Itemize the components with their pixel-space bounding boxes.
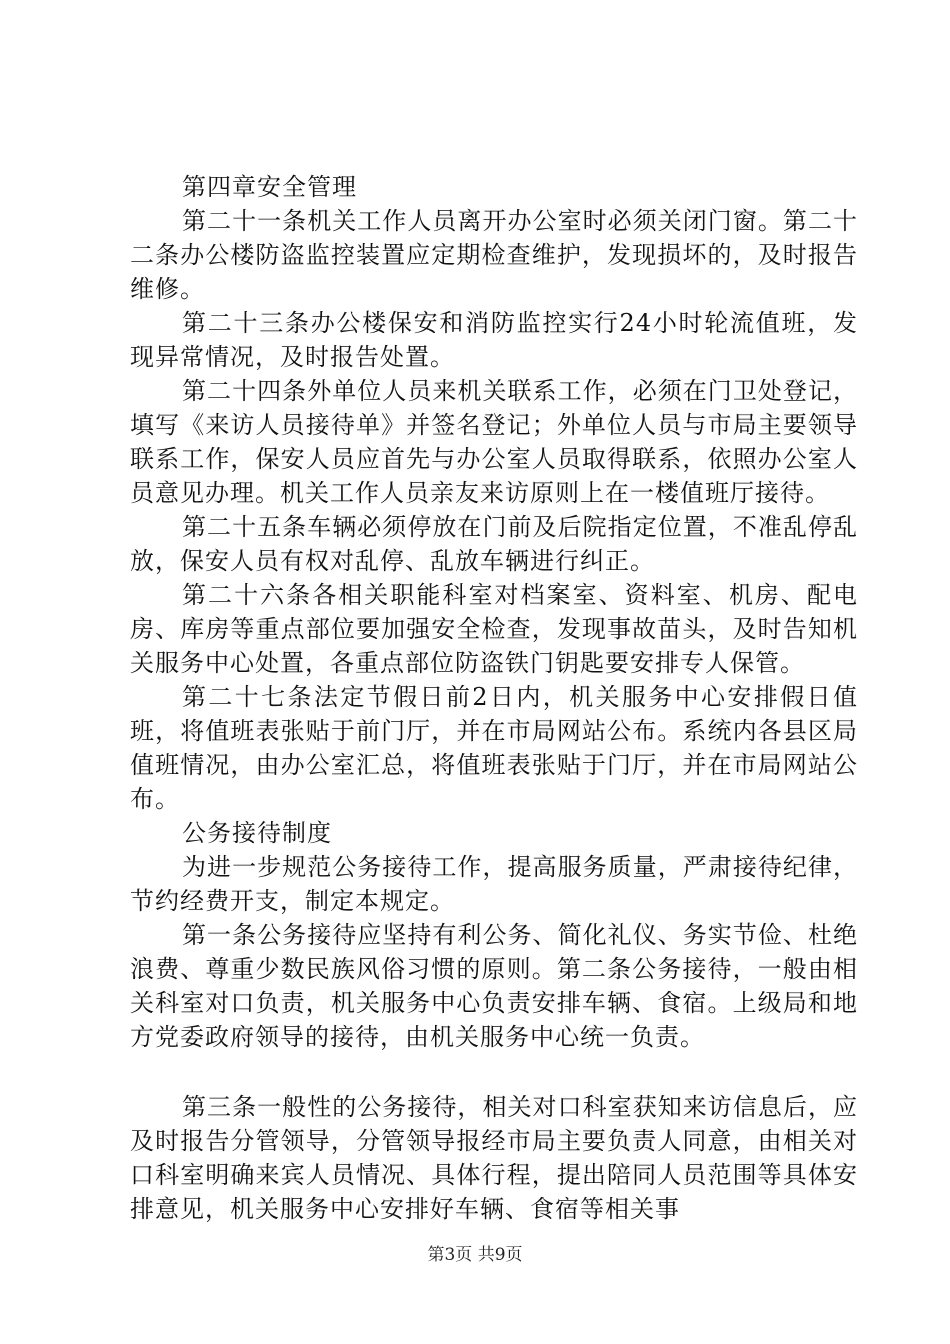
article-23: 第二十三条办公楼保安和消防监控实行24小时轮流值班，发现异常情况，及时报告处置。 bbox=[130, 309, 858, 371]
article-1-2: 第一条公务接待应坚持有利公务、简化礼仪、务实节俭、杜绝浪费、尊重少数民族风俗习惯的原则。第二条公务接待，一般由相关科室对口负责，机关服务中心负责安排车辆、食宿。上级局和地方党委政府领导的接待，由机关服务中心统一负责。 bbox=[130, 921, 858, 1051]
preamble-paragraph: 为进一步规范公务接待工作，提高服务质量，严肃接待纪律，节约经费开支，制定本规定。 bbox=[130, 853, 858, 915]
article-26: 第二十六条各相关职能科室对档案室、资料室、机房、配电房、库房等重点部位要加强安全检查，发现事故苗头，及时告知机关服务中心处置，各重点部位防盗铁门钥匙要安排专人保管。 bbox=[130, 581, 858, 677]
page-number: 第3页 共9页 bbox=[427, 1245, 523, 1265]
article-3: 第三条一般性的公务接待，相关对口科室获知来访信息后，应及时报告分管领导，分管领导报经市局主要负责人同意，由相关对口科室明确来宾人员情况、具体行程，提出陪同人员范围等具体安排意见，机关服务中心安排好车辆、食宿等相关事 bbox=[130, 1093, 858, 1223]
article-27: 第二十七条法定节假日前2日内，机关服务中心安排假日值班，将值班表张贴于前门厅，并在市局网站公布。系统内各县区局值班情况，由办公室汇总，将值班表张贴于门厅，并在市局网站公布。 bbox=[130, 683, 858, 813]
article-25: 第二十五条车辆必须停放在门前及后院指定位置，不准乱停乱放，保安人员有权对乱停、乱放车辆进行纠正。 bbox=[130, 513, 858, 575]
document-body bbox=[130, 170, 858, 1226]
section-heading: 公务接待制度 bbox=[182, 819, 332, 847]
chapter-heading: 第四章安全管理 bbox=[182, 173, 357, 201]
article-21-22: 第二十一条机关工作人员离开办公室时必须关闭门窗。第二十二条办公楼防盗监控装置应定期检查维护，发现损坏的，及时报告维修。 bbox=[130, 207, 858, 303]
article-24: 第二十四条外单位人员来机关联系工作，必须在门卫处登记，填写《来访人员接待单》并签名登记；外单位人员与市局主要领导联系工作，保安人员应首先与办公室人员取得联系，依照办公室人员意见办理。机关工作人员亲友来访原则上在一楼值班厅接待。 bbox=[130, 377, 858, 507]
